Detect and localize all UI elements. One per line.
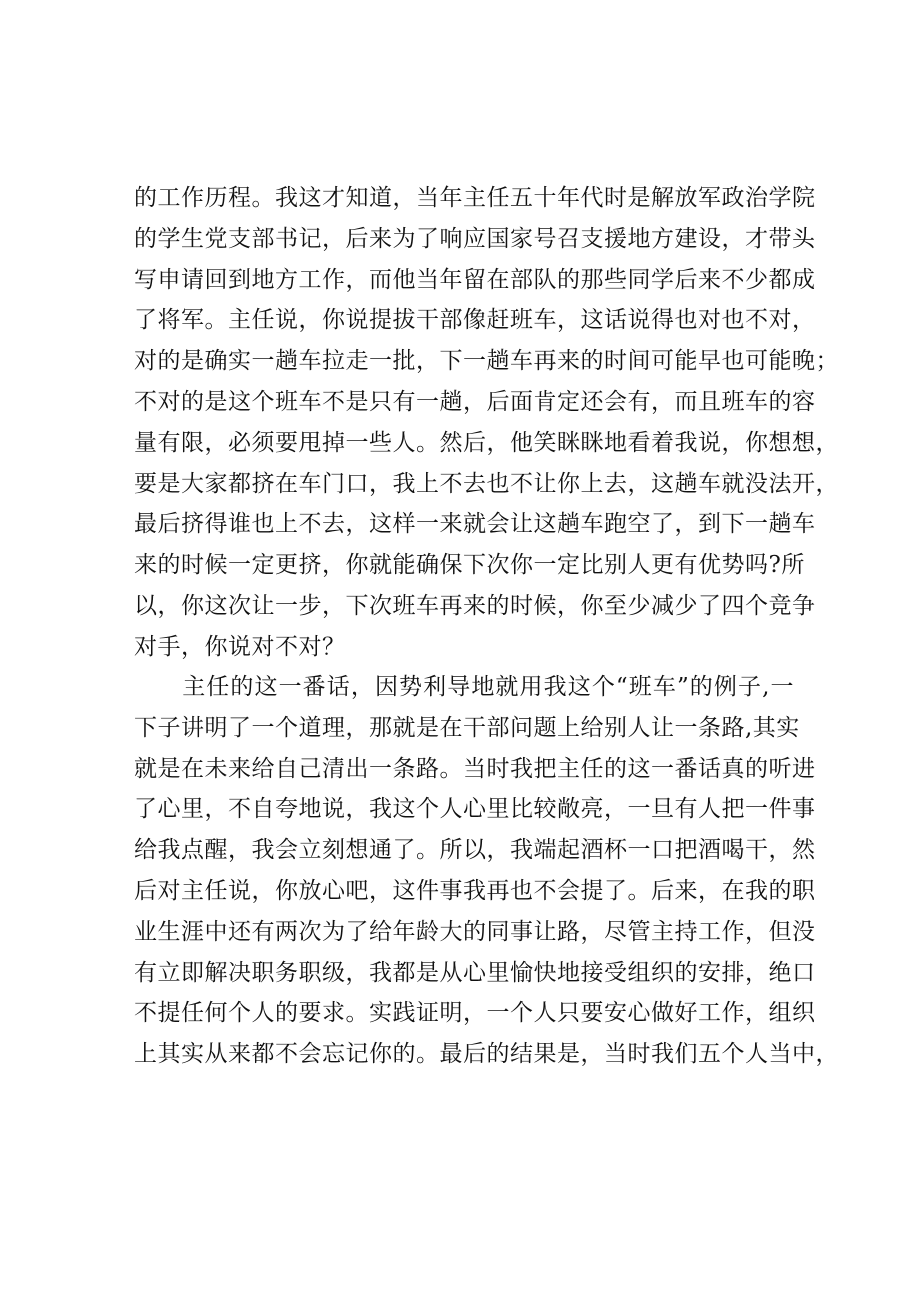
text-line: 不提任何个人的要求。实践证明，一个人只要安心做好工作，组织 bbox=[134, 1000, 816, 1027]
text-line: 对的是确实一趟车拉走一批，下一趟车再来的时间可能早也可能晚； bbox=[134, 348, 839, 375]
text-line: 就是在未来给自己清出一条路。当时我把主任的这一番话真的听进 bbox=[134, 755, 816, 782]
text-line: 上其实从来都不会忘记你的。最后的结果是，当时我们五个人当中， bbox=[134, 1041, 839, 1068]
text-line: 量有限，必须要甩掉一些人。然后，他笑眯眯地看着我说，你想想， bbox=[134, 429, 839, 456]
text-line: 下子讲明了一个道理，那就是在干部问题上给别人让一条路,其实 bbox=[134, 714, 800, 741]
paragraph-1 bbox=[134, 178, 839, 668]
text-line: 的工作历程。我这才知道，当年主任五十年代时是解放军政治学院 bbox=[134, 185, 816, 211]
paragraph-2 bbox=[134, 667, 839, 1075]
text-line: 了将军。主任说，你说提拔干部像赶班车，这话说得也对也不对， bbox=[134, 307, 816, 334]
text-line: 不对的是这个班车不是只有一趟，后面肯定还会有，而且班车的容 bbox=[134, 388, 816, 415]
text-line: 的学生党支部书记，后来为了响应国家号召支援地方建设，才带头 bbox=[134, 225, 816, 252]
text-line: 对手，你说对不对？ bbox=[134, 633, 346, 660]
text-line: 来的时候一定更挤，你就能确保下次你一定比别人更有优势吗?所 bbox=[134, 552, 805, 579]
text-line: 写申请回到地方工作，而他当年留在部队的那些同学后来不少都成 bbox=[134, 266, 816, 293]
text-line: 以，你这次让一步，下次班车再来的时候，你至少减少了四个竞争 bbox=[134, 592, 816, 619]
text-line: 给我点醒，我会立刻想通了。所以，我端起酒杯一口把酒喝干，然 bbox=[134, 837, 816, 864]
text-line: 后对主任说，你放心吧，这件事我再也不会提了。后来，在我的职 bbox=[134, 877, 816, 904]
text-line: 了心里，不自夸地说，我这个人心里比较敞亮，一旦有人把一件事 bbox=[134, 796, 816, 823]
text-line: 有立即解决职务职级，我都是从心里愉快地接受组织的安排，绝口 bbox=[134, 959, 816, 986]
text-line: 要是大家都挤在车门口，我上不去也不让你上去，这趟车就没法开， bbox=[134, 470, 839, 497]
text-line: 主任的这一番话，因势利导地就用我这个“班车”的例子,一 bbox=[134, 674, 794, 700]
text-line: 业生涯中还有两次为了给年龄大的同事让路，尽管主持工作，但没 bbox=[134, 918, 816, 945]
text-line: 最后挤得谁也上不去，这样一来就会让这趟车跑空了，到下一趟车 bbox=[134, 511, 816, 538]
